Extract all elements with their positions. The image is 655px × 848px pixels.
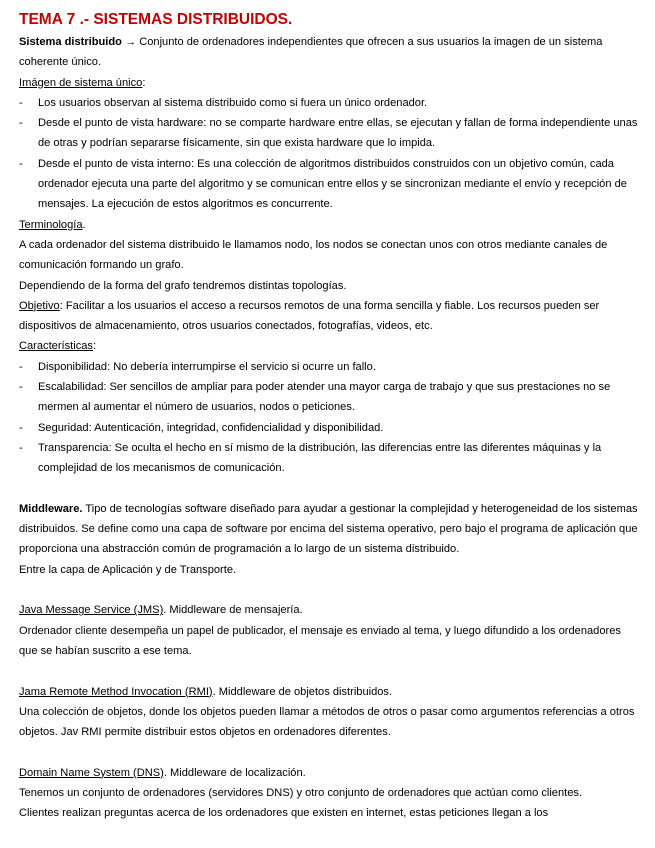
objective-paragraph <box>19 296 639 337</box>
terminology-heading-text: Terminología <box>19 218 83 231</box>
features-heading-text: Características <box>19 340 93 353</box>
jms-text: Ordenador cliente desempeña un papel de publicador, el mensaje es enviado al tema, y luego difundido a los ordenadores que se habían suscrito a ese tema. <box>19 624 621 657</box>
list-item: - Seguridad: Autenticación, integridad, confidencialidad y disponibilidad. <box>19 418 639 438</box>
jms-heading-text: Java Message Service (JMS) <box>19 604 164 617</box>
terminology-heading: Terminología. <box>19 218 86 231</box>
terminology-text-2: Dependiendo de la forma del grafo tendremos distintas topologías. <box>19 279 347 292</box>
objective-text: : Facilitar a los usuarios el acceso a recursos remotos de una forma sencilla y fiable. Los recursos pueden ser dispositivos de almacenamiento, otros usuarios conectados, fotografías, videos, etc. <box>19 299 600 333</box>
terminology-text: A cada ordenador del sistema distribuido le llamamos nodo, los nodos se conectan unos con otros mediante canales de comunicación formando un grafo. <box>19 238 608 272</box>
middleware-term: Middleware. <box>19 502 83 515</box>
middleware-paragraph <box>19 499 639 560</box>
dns-heading: Domain Name System (DNS). Middleware de localización. <box>19 766 306 779</box>
jms-heading: Java Message Service (JMS). Middleware de mensajería. <box>19 604 303 617</box>
rmi-heading: Jama Remote Method Invocation (RMI). Middleware de objetos distribuidos. <box>19 685 393 698</box>
middleware-layer-text: Entre la capa de Aplicación y de Transporte. <box>19 563 237 576</box>
rmi-heading-text: Jama Remote Method Invocation (RMI) <box>19 685 213 698</box>
list-item: - Desde el punto de vista hardware: no se comparte hardware entre ellas, se ejecutan y fallan de forma independiente unas de otras y podrían separarse físicamente, sin que exista hardware que lo impida. <box>19 113 639 154</box>
intro-term: Sistema distribuido <box>19 36 122 48</box>
page-title: TEMA 7 .- SISTEMAS DISTRIBUIDOS. <box>19 11 293 28</box>
intro-text: Conjunto de ordenadores independientes que ofrecen a sus usuarios la imagen de un sistema coherente único. <box>19 36 603 69</box>
arrow-icon: → <box>125 36 137 48</box>
list-item: - Transparencia: Se oculta el hecho en sí mismo de la distribución, las diferencias entre las diferentes máquinas y la complejidad de los mecanismos de comunicación. <box>19 438 639 479</box>
spacer <box>19 580 639 600</box>
single-image-heading-text: Imágen de sistema único <box>19 76 143 89</box>
dns-heading-text: Domain Name System (DNS) <box>19 766 164 779</box>
features-list <box>19 357 639 479</box>
intro-paragraph <box>19 32 639 73</box>
list-item: - Escalabilidad: Ser sencillos de ampliar para poder atender una mayor carga de trabajo y que sus prestaciones no se mermen al aumentar el número de usuarios, nodos o peticiones. <box>19 377 639 418</box>
list-item: - Desde el punto de vista interno: Es una colección de algoritmos distribuidos construidos con un objetivo común, cada ordenador ejecuta una parte del algoritmo y se comunican entre ellos y se sincronizan mediante el envío y recepción de mensajes. La ejecución de estos algoritmos es concurrente. <box>19 154 639 215</box>
features-heading: Características: <box>19 340 97 353</box>
rmi-text: Una colección de objetos, donde los objetos pueden llamar a métodos de otros o pasar como argumentos referencias a otros objetos. Jav RMI permite distribuir estos objetos en ordenadores diferentes. <box>19 705 635 739</box>
dns-text-2: Clientes realizan preguntas acerca de los ordenadores que existen en internet, estas peticiones llegan a los <box>19 807 549 820</box>
list-item: - Disponibilidad: No debería interrumpirse el servicio si ocurre un fallo. <box>19 357 639 377</box>
single-image-heading: Imágen de sistema único: <box>19 76 146 89</box>
spacer <box>19 661 639 681</box>
dns-text: Tenemos un conjunto de ordenadores (servidores DNS) y otro conjunto de ordenadores que actúan como clientes. <box>19 786 583 799</box>
spacer <box>19 742 639 762</box>
objective-heading: Objetivo <box>19 299 60 312</box>
spacer <box>19 479 639 499</box>
middleware-text: Tipo de tecnologías software diseñado para ayudar a gestionar la complejidad y heterogeneidad de los sistemas distribuidos. Se define como una capa de software por encima del sistema operativo, pero bajo el programa de aplicación que proporciona una abstracción común de programación a lo largo de un sistema distribuido. <box>19 502 638 556</box>
list-item: - Los usuarios observan al sistema distribuido como si fuera un único ordenador. <box>19 93 639 113</box>
single-image-list <box>19 93 639 215</box>
